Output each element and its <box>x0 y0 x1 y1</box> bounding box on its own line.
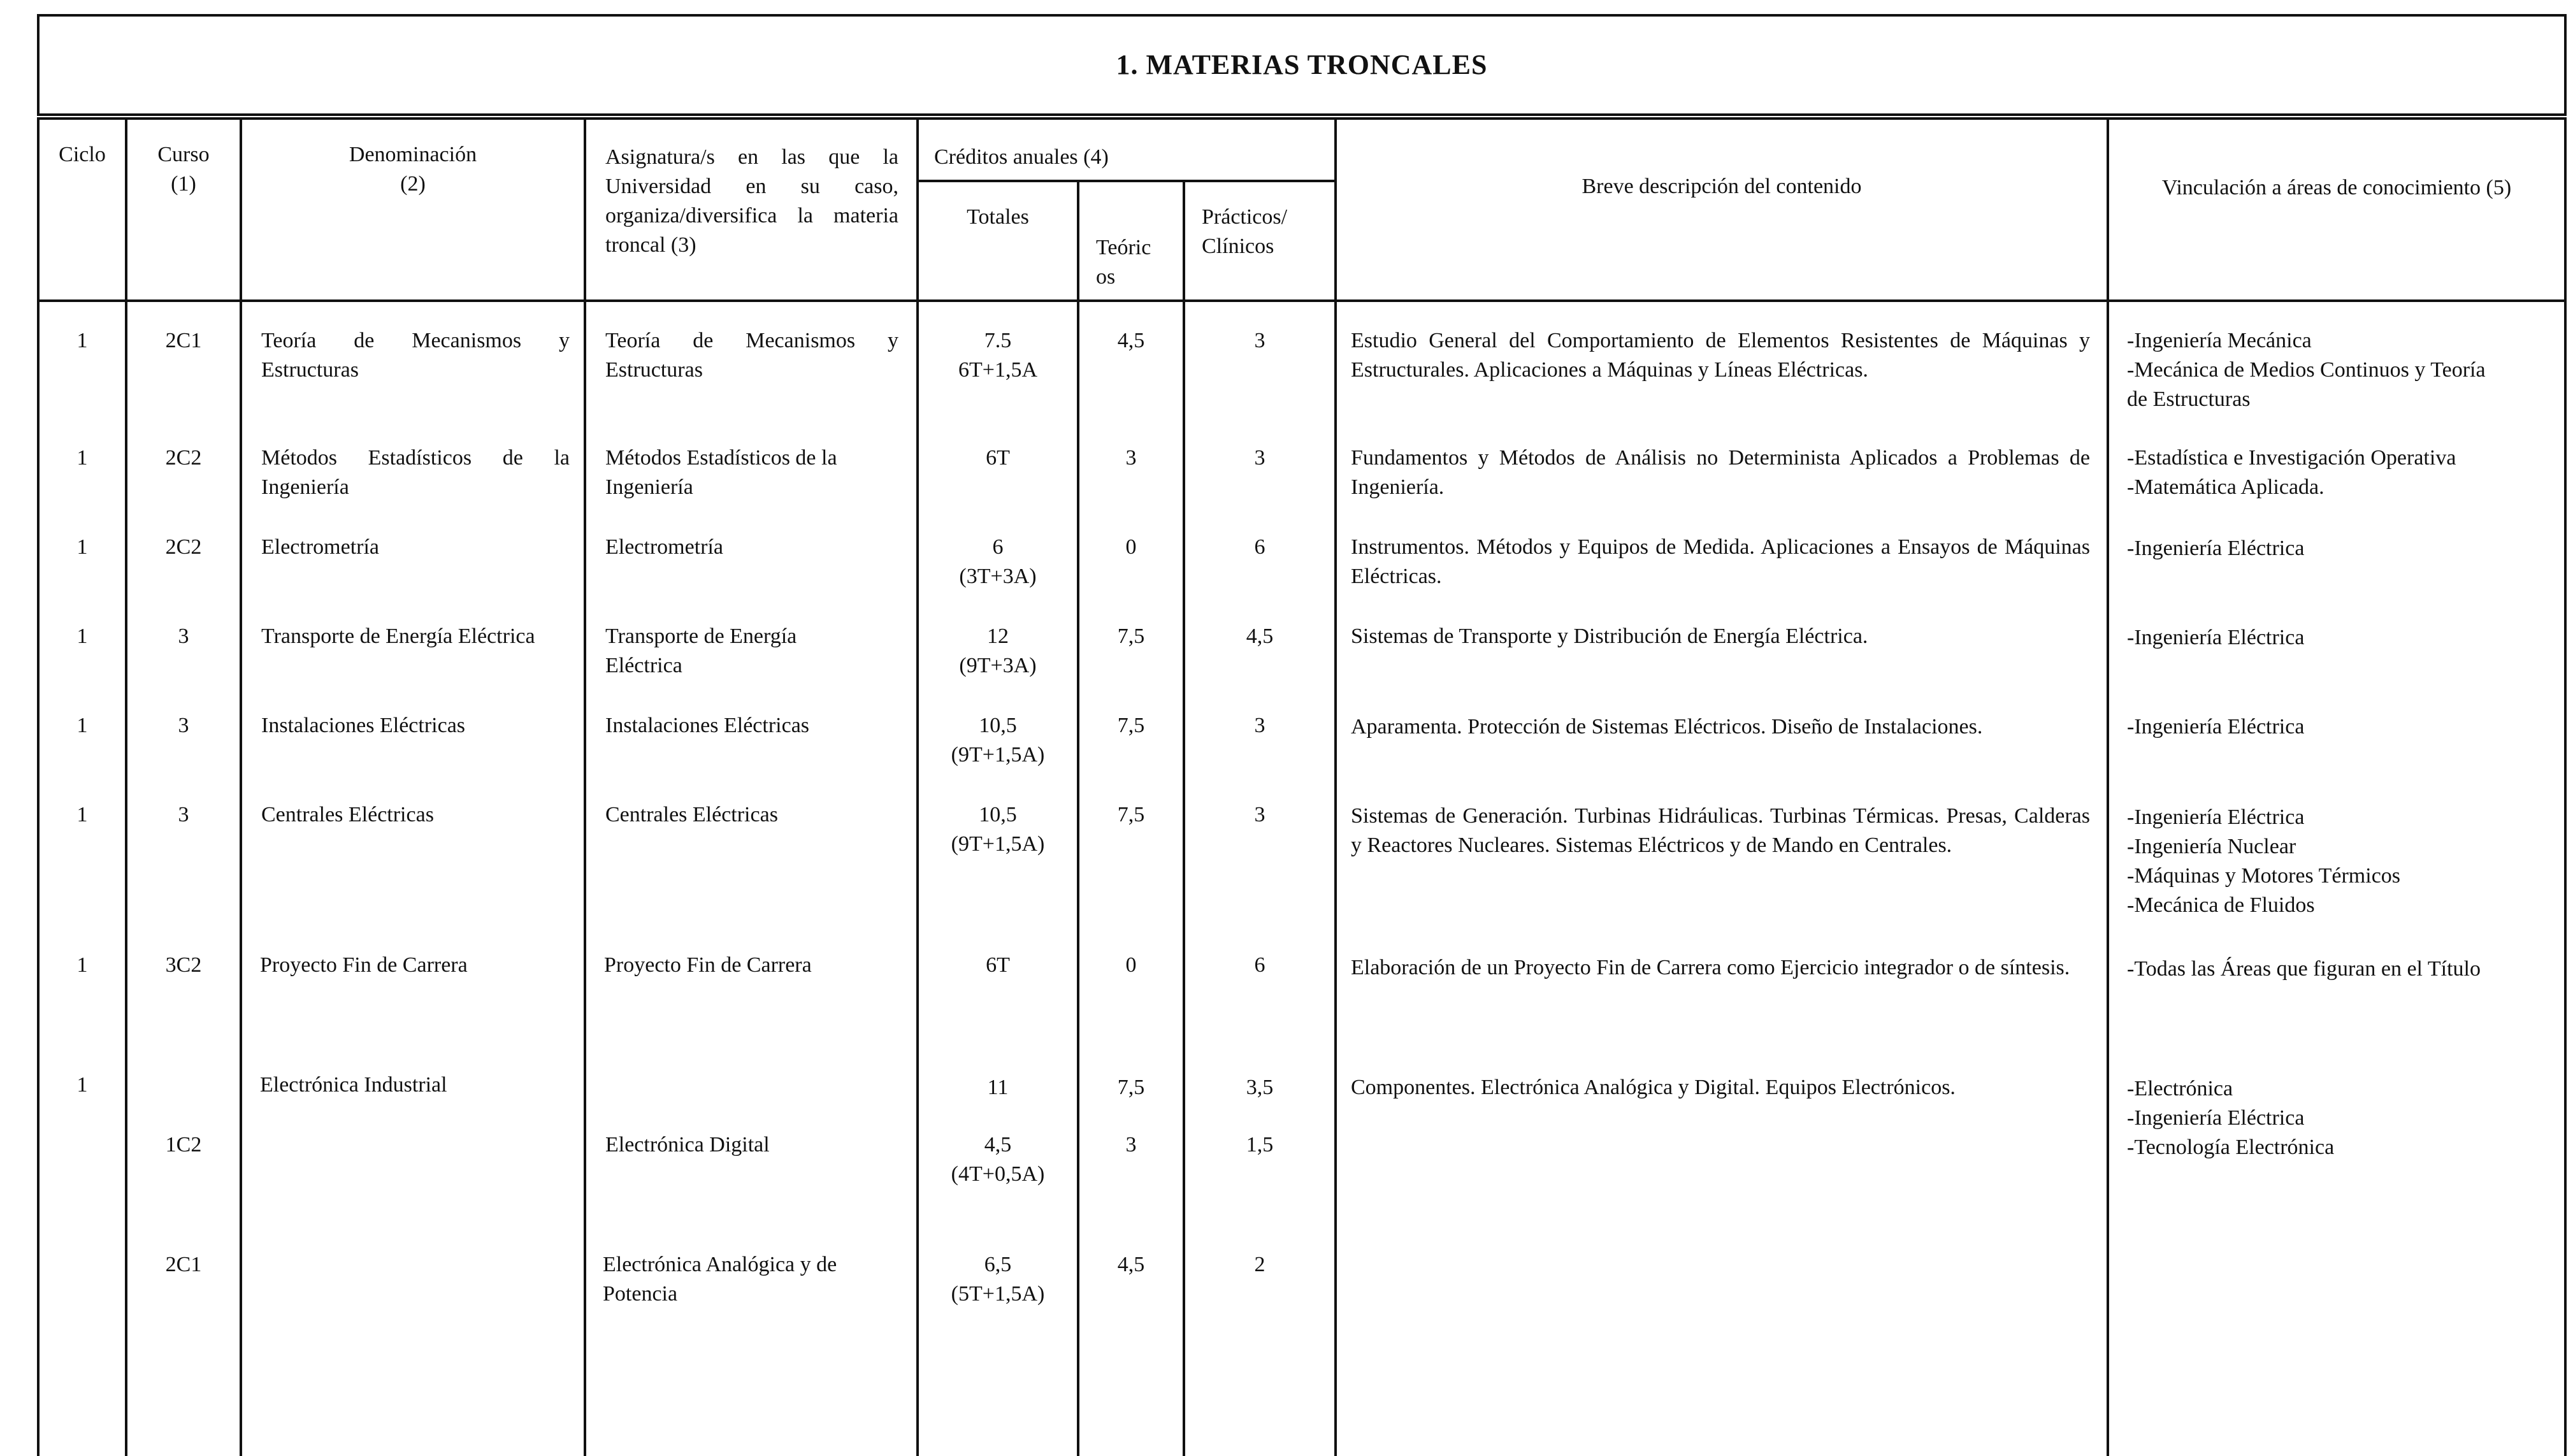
row-descripcion: Instrumentos. Métodos y Equipos de Medida. Aplicaciones a Ensayos de Máquinas Eléctricas. <box>1351 535 2090 588</box>
col-divider-3 <box>584 117 586 1456</box>
header-totales: Totales <box>967 205 1029 229</box>
header-descripcion: Breve descripción del contenido <box>1582 175 1862 198</box>
header-curso: Curso (1) <box>157 143 210 196</box>
row-descripcion: Estudio General del Comportamiento de Elementos Resistentes de Máquinas y Estructurales. Aplicaciones a Máquinas y Líneas Eléctricas. <box>1351 329 2090 382</box>
row-curso: 3 <box>178 803 189 826</box>
row-asignatura: Electrónica Digital <box>605 1133 770 1157</box>
row-asignatura: Teoría de Mecanismos y Estructuras <box>605 329 898 382</box>
col-divider-8 <box>2107 117 2109 1456</box>
row-vinculacion: -Todas las Áreas que figuran en el Título <box>2127 957 2481 981</box>
row-denominacion: Teoría de Mecanismos y Estructuras <box>261 329 570 382</box>
header-creditos: Créditos anuales (4) <box>934 145 1109 169</box>
row-asignatura: Centrales Eléctricas <box>605 803 778 826</box>
row-curso: 2C1 <box>165 329 202 352</box>
row-totales: 11 <box>987 1076 1009 1099</box>
row-curso: 3 <box>178 714 189 737</box>
row-vinculacion: -Ingeniería Eléctrica <box>2127 626 2305 649</box>
row-totales: 6,5 (5T+1,5A) <box>951 1253 1045 1306</box>
header-practicos: Prácticos/ Clínicos <box>1202 205 1288 258</box>
row-denominacion: Transporte de Energía Eléctrica <box>261 624 535 648</box>
row-curso: 3 <box>178 624 189 648</box>
row-descripcion: Aparamenta. Protección de Sistemas Eléctricos. Diseño de Instalaciones. <box>1351 715 1983 739</box>
row-practicos: 4,5 <box>1246 624 1274 648</box>
row-teoricos: 7,5 <box>1117 1076 1145 1099</box>
row-teoricos: 7,5 <box>1117 624 1145 648</box>
row-practicos: 6 <box>1254 535 1265 559</box>
row-totales: 10,5 (9T+1,5A) <box>951 714 1045 767</box>
row-practicos: 3 <box>1254 329 1265 352</box>
col-divider-2 <box>240 117 242 1456</box>
row-asignatura: Electrónica Analógica y de Potencia <box>603 1253 837 1306</box>
row-denominacion: Electrónica Industrial <box>260 1073 447 1097</box>
row-curso: 3C2 <box>165 953 202 977</box>
row-vinculacion: -Estadística e Investigación Operativa -Matemática Aplicada. <box>2127 446 2456 499</box>
row-totales: 6T <box>986 953 1010 977</box>
row-practicos: 3 <box>1254 803 1265 826</box>
header-bottom-border <box>37 299 2567 302</box>
row-ciclo: 1 <box>76 1073 88 1097</box>
row-denominacion: Instalaciones Eléctricas <box>261 714 466 737</box>
row-teoricos: 3 <box>1125 1133 1137 1157</box>
table-left-border <box>37 117 40 1456</box>
row-ciclo: 1 <box>76 803 88 826</box>
row-curso: 2C1 <box>165 1253 202 1276</box>
row-denominacion: Centrales Eléctricas <box>261 803 434 826</box>
row-teoricos: 3 <box>1125 446 1137 470</box>
row-denominacion: Electrometría <box>261 535 380 559</box>
row-vinculacion: -Ingeniería Eléctrica <box>2127 537 2305 560</box>
row-totales: 12 (9T+3A) <box>959 624 1037 677</box>
row-asignatura: Métodos Estadísticos de la Ingeniería <box>605 446 837 499</box>
header-vinculacion: Vinculación a áreas de conocimiento (5) <box>2161 176 2512 199</box>
row-descripcion: Sistemas de Generación. Turbinas Hidráulicas. Turbinas Térmicas. Presas, Calderas y Reactores Nucleares. Sistemas Eléctricos y de Mando en Centrales. <box>1351 804 2090 857</box>
row-curso: 1C2 <box>165 1133 202 1157</box>
header-ciclo: Ciclo <box>59 143 106 166</box>
row-ciclo: 1 <box>76 714 88 737</box>
row-ciclo: 1 <box>76 624 88 648</box>
row-practicos: 6 <box>1254 953 1265 977</box>
table-right-border <box>2564 117 2567 1456</box>
row-practicos: 3 <box>1254 714 1265 737</box>
table-top-border <box>37 117 2567 120</box>
row-ciclo: 1 <box>76 535 88 559</box>
row-ciclo: 1 <box>76 329 88 352</box>
row-asignatura: Instalaciones Eléctricas <box>605 714 810 737</box>
row-descripcion: Elaboración de un Proyecto Fin de Carrera como Ejercicio integrador o de síntesis. <box>1351 956 2070 979</box>
row-descripcion: Fundamentos y Métodos de Análisis no Determinista Aplicados a Problemas de Ingeniería. <box>1351 446 2090 499</box>
row-ciclo: 1 <box>76 953 88 977</box>
row-teoricos: 7,5 <box>1117 803 1145 826</box>
row-teoricos: 0 <box>1125 535 1137 559</box>
row-practicos: 1,5 <box>1246 1133 1274 1157</box>
header-teoricos: Teóric os <box>1096 236 1151 289</box>
row-totales: 10,5 (9T+1,5A) <box>951 803 1045 856</box>
row-totales: 6T <box>986 446 1010 470</box>
row-teoricos: 7,5 <box>1117 714 1145 737</box>
row-practicos: 2 <box>1254 1253 1265 1276</box>
row-descripcion: Sistemas de Transporte y Distribución de Energía Eléctrica. <box>1351 624 1868 648</box>
header-asignaturas: Asignatura/s en las que la Universidad en su caso, organiza/diversifica la materia troncal (3) <box>605 145 898 257</box>
row-curso: 2C2 <box>165 535 202 559</box>
row-asignatura: Proyecto Fin de Carrera <box>604 953 812 977</box>
row-vinculacion: -Ingeniería Eléctrica <box>2127 715 2305 739</box>
row-totales: 7.5 6T+1,5A <box>958 329 1037 382</box>
row-totales: 4,5 (4T+0,5A) <box>951 1133 1045 1186</box>
row-denominacion: Proyecto Fin de Carrera <box>260 953 468 977</box>
col-divider-7 <box>1334 117 1337 1456</box>
row-descripcion: Componentes. Electrónica Analógica y Digital. Equipos Electrónicos. <box>1351 1076 1956 1099</box>
row-denominacion: Métodos Estadísticos de la Ingeniería <box>261 446 570 499</box>
row-vinculacion: -Ingeniería Eléctrica -Ingeniería Nuclear -Máquinas y Motores Térmicos -Mecánica de Fluidos <box>2127 805 2401 917</box>
row-vinculacion: -Ingeniería Mecánica -Mecánica de Medios Continuos y Teoría de Estructuras <box>2127 329 2486 411</box>
row-curso: 2C2 <box>165 446 202 470</box>
row-asignatura: Electrometría <box>605 535 724 559</box>
row-asignatura: Transporte de Energía Eléctrica <box>605 624 797 677</box>
row-teoricos: 4,5 <box>1117 1253 1145 1276</box>
row-teoricos: 4,5 <box>1117 329 1145 352</box>
row-totales: 6 (3T+3A) <box>959 535 1037 588</box>
row-teoricos: 0 <box>1125 953 1137 977</box>
creditos-sub-border <box>916 180 1336 182</box>
row-vinculacion: -Electrónica -Ingeniería Eléctrica -Tecnología Electrónica <box>2127 1077 2335 1159</box>
title-box <box>37 14 2567 116</box>
page-title: 1. MATERIAS TRONCALES <box>1116 49 1488 80</box>
row-ciclo: 1 <box>76 446 88 470</box>
row-practicos: 3,5 <box>1246 1076 1274 1099</box>
header-denominacion: Denominación (2) <box>349 143 477 196</box>
row-practicos: 3 <box>1254 446 1265 470</box>
